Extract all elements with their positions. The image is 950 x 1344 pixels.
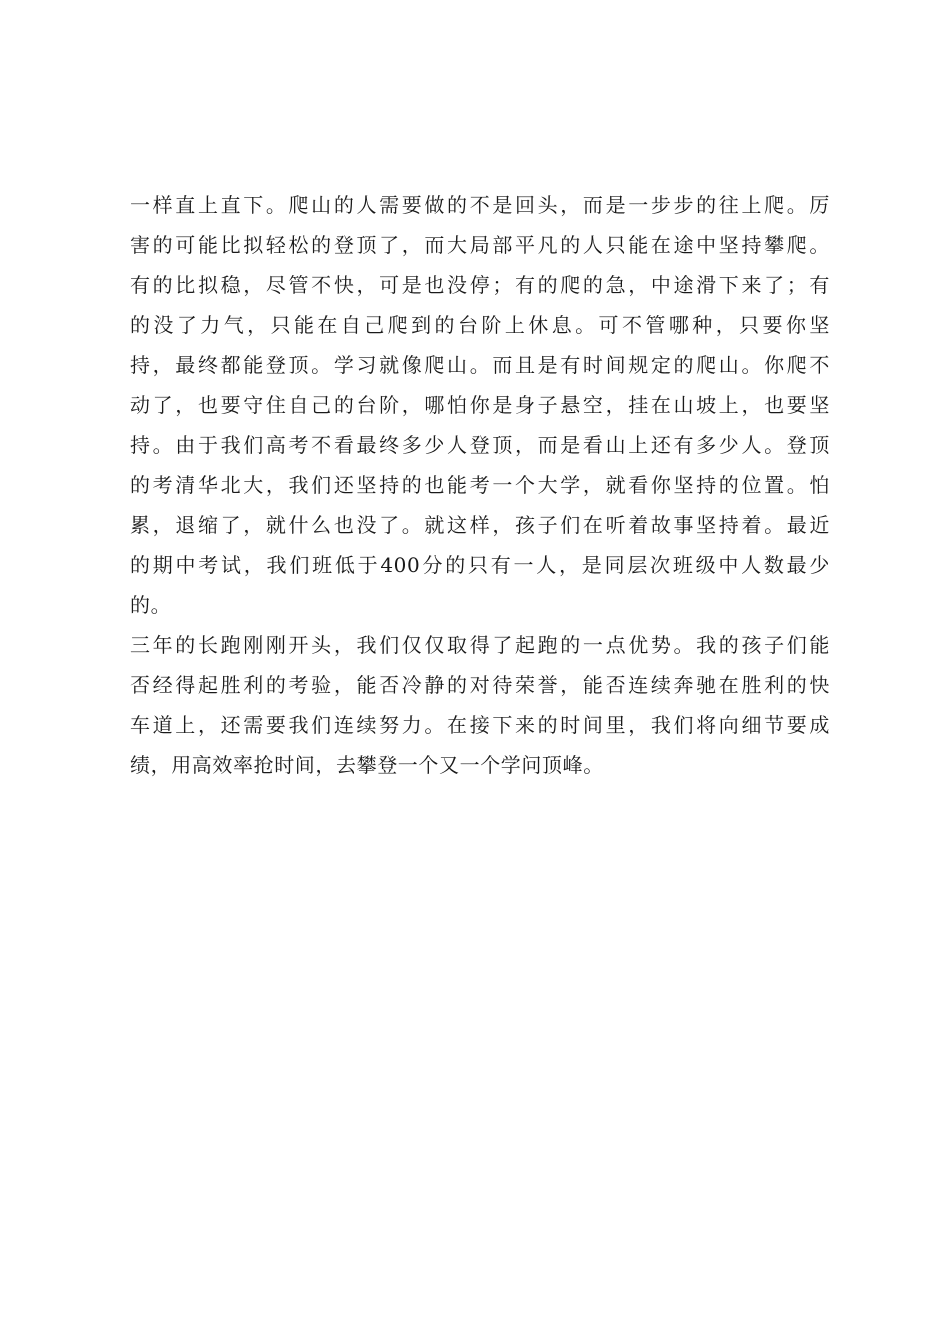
paragraph-line: 的考清华北大，我们还坚持的也能考一个大学，就看你坚持的位置。怕 <box>130 473 830 497</box>
paragraph-line: 有的比拟稳，尽管不快，可是也没停；有的爬的急，中途滑下来了；有 <box>130 273 830 297</box>
paragraph-line: 否经得起胜利的考验，能否冷静的对待荣誉，能否连续奔驰在胜利的快 <box>130 673 830 697</box>
paragraph-line: 一样直上直下。爬山的人需要做的不是回头，而是一步步的往上爬。厉 <box>130 193 830 217</box>
paragraph-line: 三年的长跑刚刚开头，我们仅仅取得了起跑的一点优势。我的孩子们能 <box>130 633 830 657</box>
paragraph-line: 绩，用高效率抢时间，去攀登一个又一个学问顶峰。 <box>130 753 604 777</box>
paragraph-line: 害的可能比拟轻松的登顶了，而大局部平凡的人只能在途中坚持攀爬。 <box>130 233 830 257</box>
paragraph-line: 的期中考试，我们班低于400分的只有一人，是同层次班级中人数最少 <box>130 553 830 577</box>
paragraph-1 <box>130 185 830 625</box>
paragraph-2 <box>130 625 830 785</box>
paragraph-line: 动了，也要守住自己的台阶，哪怕你是身子悬空，挂在山坡上，也要坚 <box>130 393 830 417</box>
paragraph-line: 持，最终都能登顶。学习就像爬山。而且是有时间规定的爬山。你爬不 <box>130 353 830 377</box>
paragraph-line: 车道上，还需要我们连续努力。在接下来的时间里，我们将向细节要成 <box>130 713 830 737</box>
paragraph-line: 的。 <box>130 593 172 617</box>
paragraph-line: 累，退缩了，就什么也没了。就这样，孩子们在听着故事坚持着。最近 <box>130 513 830 537</box>
paragraph-line: 持。由于我们高考不看最终多少人登顶，而是看山上还有多少人。登顶 <box>130 433 830 457</box>
document-body <box>130 185 830 785</box>
paragraph-line: 的没了力气，只能在自己爬到的台阶上休息。可不管哪种，只要你坚 <box>130 313 830 337</box>
